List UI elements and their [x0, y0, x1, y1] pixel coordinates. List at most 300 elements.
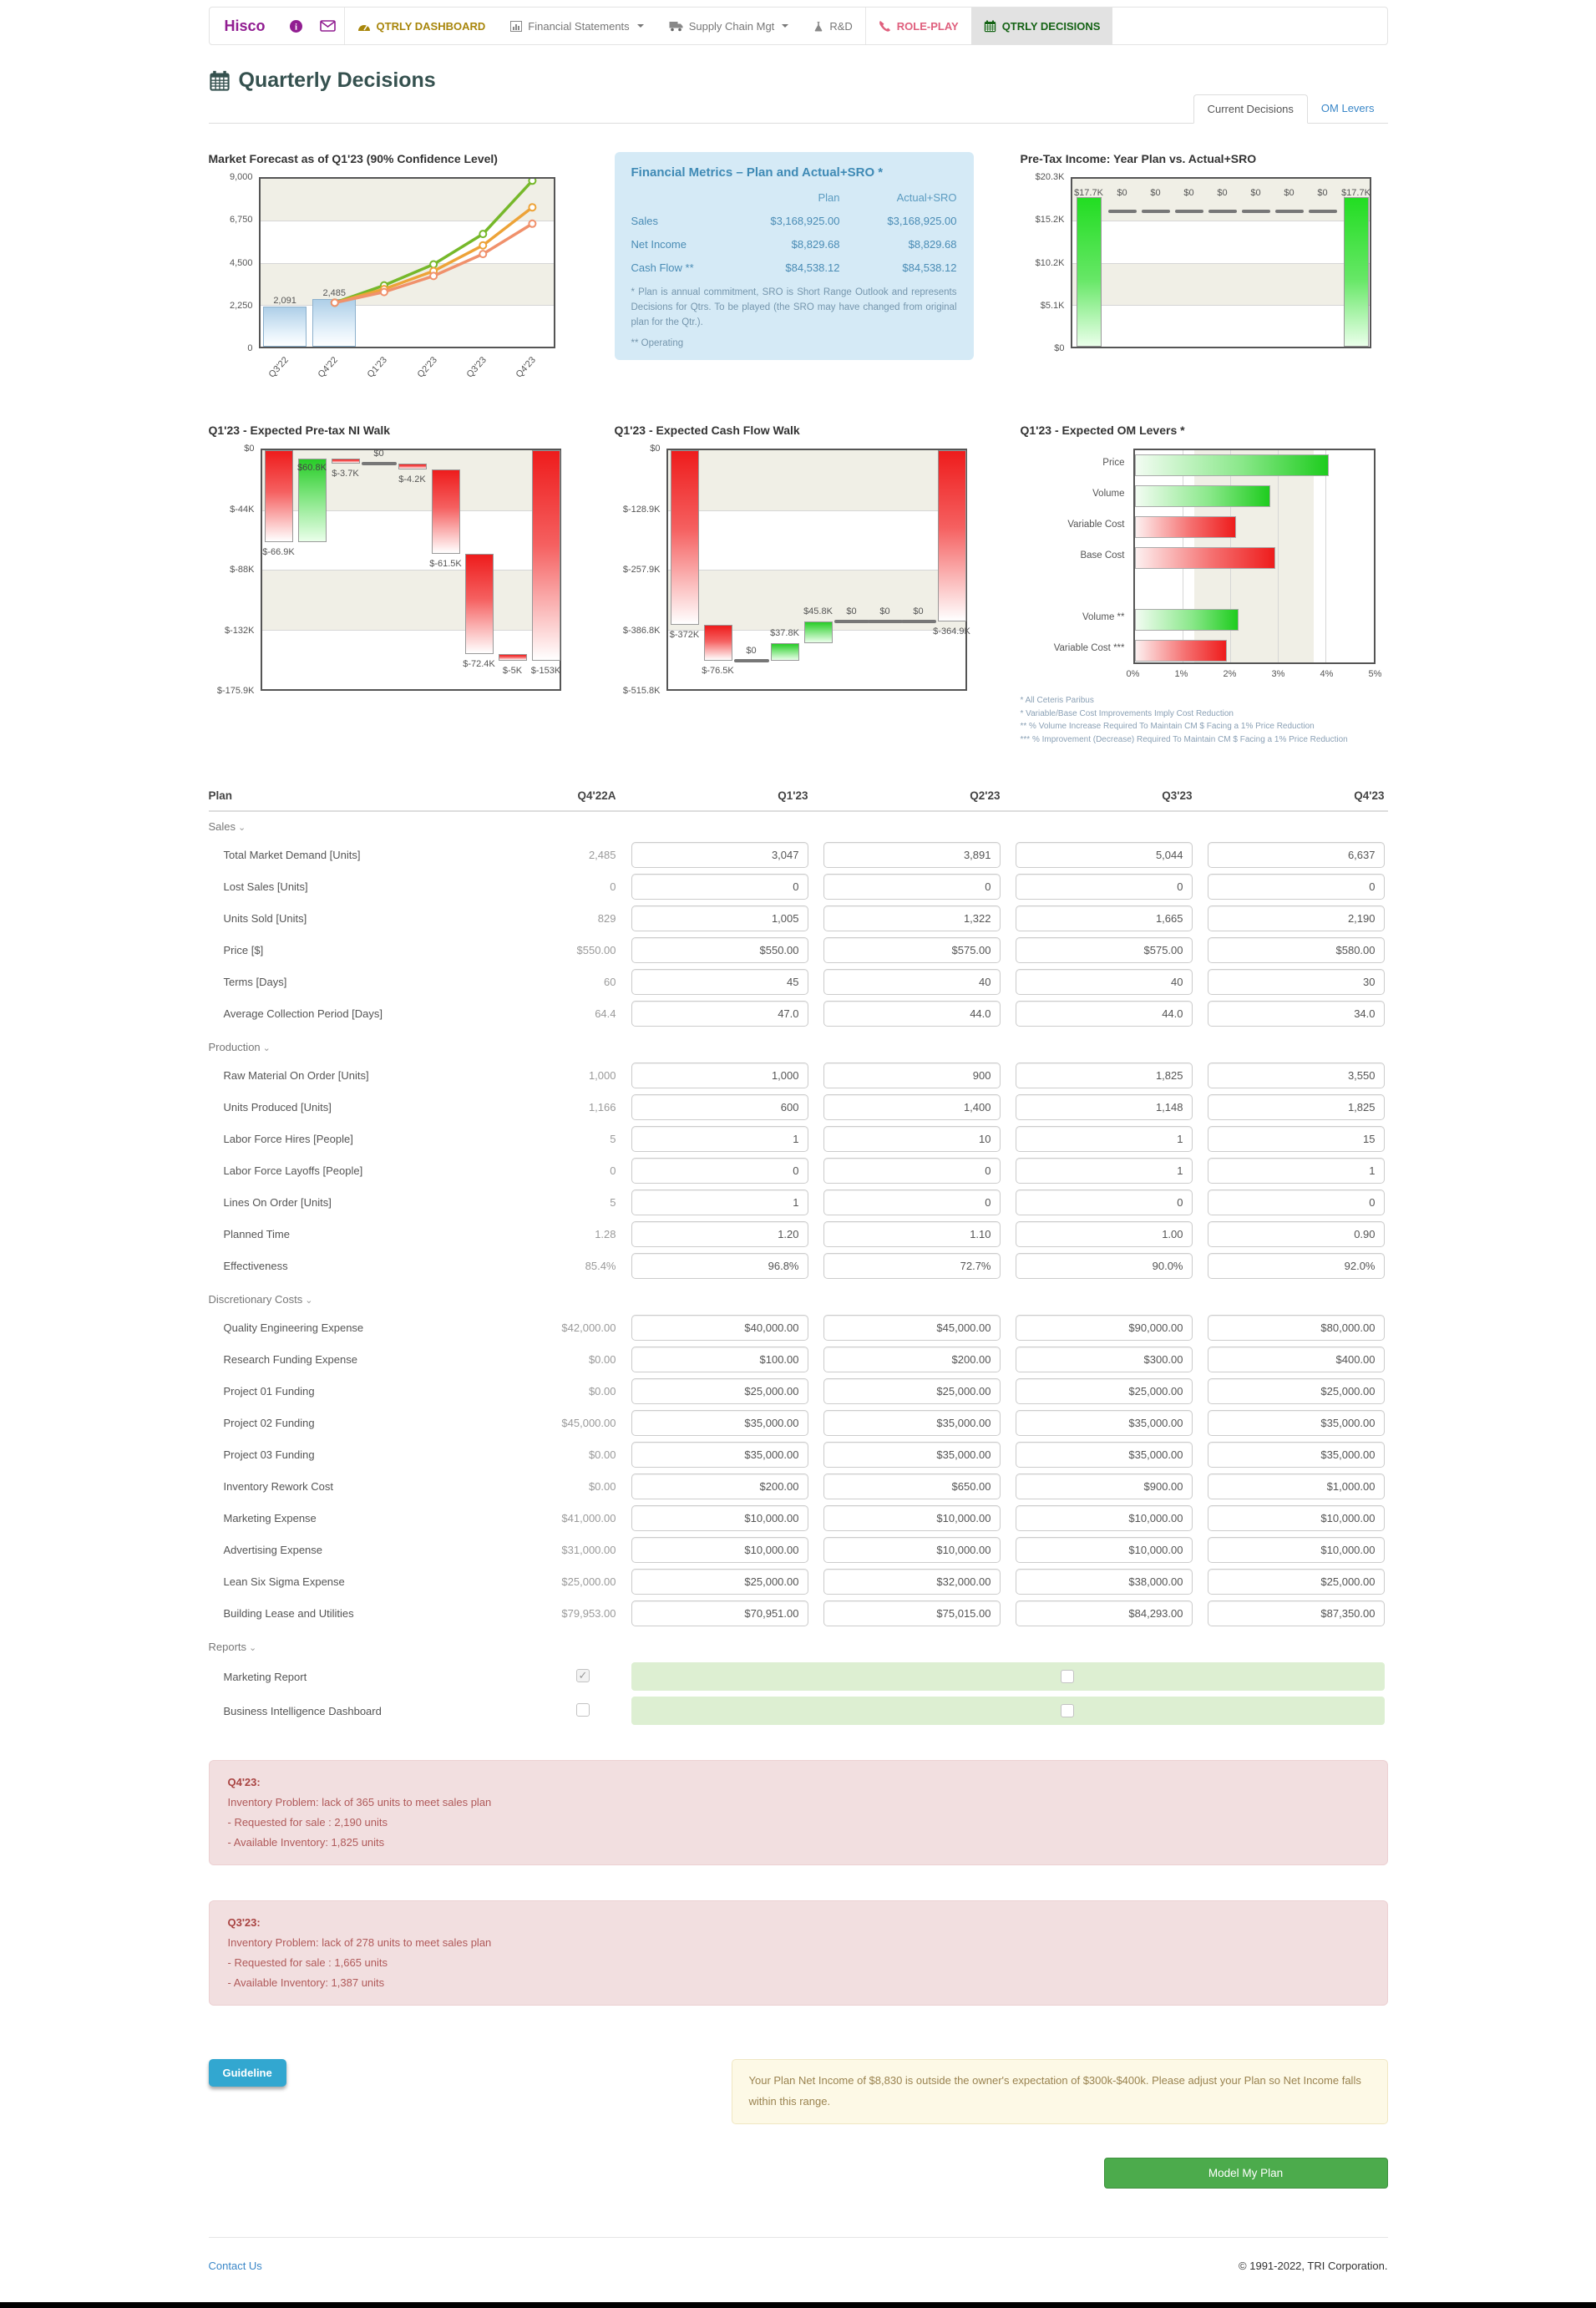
plan-input[interactable] — [823, 1410, 1001, 1436]
zero-bar — [1208, 210, 1237, 213]
zero-bar — [1175, 210, 1203, 213]
q422a-checkbox-cell — [550, 1669, 616, 1685]
waterfall-label: $-372K — [669, 630, 700, 641]
x-axis-tick: 0% — [1126, 669, 1140, 679]
zero-step — [734, 659, 769, 662]
contact-us-link[interactable]: Contact Us — [208, 2259, 262, 2272]
report-row — [209, 1662, 1388, 1691]
table-row — [209, 1126, 1388, 1152]
plan-input[interactable] — [631, 1253, 808, 1279]
plot-band — [1072, 263, 1370, 305]
nav-supply-chain-label: Supply Chain Mgt — [688, 19, 775, 33]
row-label: Project 01 Funding — [223, 1385, 315, 1397]
plan-input[interactable] — [631, 1505, 808, 1531]
q422a-value: $0.00 — [588, 1385, 616, 1397]
income-bar — [1077, 197, 1102, 347]
y-axis-tick: $20.3K — [1035, 172, 1065, 182]
plan-input[interactable] — [631, 1347, 808, 1372]
report-select-band — [631, 1662, 1385, 1691]
col-plan: Plan — [818, 191, 840, 204]
waterfall-label: $-66.9K — [262, 547, 295, 558]
report-checkbox-q422a[interactable] — [576, 1669, 590, 1682]
waterfall-label: $-364.9K — [933, 626, 970, 637]
plan-input[interactable] — [1016, 1126, 1193, 1152]
plan-input[interactable] — [1016, 1190, 1193, 1215]
y-axis-tick: $-515.8K — [622, 686, 661, 696]
section-label: Sales — [208, 820, 236, 833]
panel-footnote: * Plan is annual commitment, SRO is Short Range Outlook and represents Decisions for Qtrs. To be played (the SRO may have changed from original plan for the Qtr.). — [631, 287, 957, 327]
plan-input[interactable] — [1016, 969, 1193, 995]
plot-canvas — [1133, 449, 1376, 664]
income-bar-label: $17.7K — [1074, 188, 1103, 199]
y-axis-tick: 0 — [247, 343, 253, 353]
table-header-cell: Q3'23 — [1162, 789, 1193, 802]
report-checkbox[interactable] — [1061, 1704, 1074, 1717]
x-axis-tick: 3% — [1271, 669, 1285, 679]
zero-step — [362, 462, 397, 465]
plan-input[interactable] — [1208, 1569, 1385, 1595]
plan-input[interactable] — [1208, 842, 1385, 868]
plan-input[interactable] — [823, 1600, 1001, 1626]
warning-line: - Requested for sale : 2,190 units — [227, 1816, 388, 1829]
table-row — [209, 1537, 1388, 1563]
metric-actual: $8,829.68 — [908, 238, 957, 251]
plot-area — [216, 444, 561, 696]
om-bar-label: Price — [1102, 458, 1125, 469]
section-label: Reports — [208, 1641, 247, 1653]
row-label: Project 03 Funding — [223, 1448, 315, 1461]
plan-input[interactable] — [823, 1158, 1001, 1184]
plot-canvas — [261, 449, 561, 691]
copyright: © 1991-2022, TRI Corporation. — [1239, 2259, 1388, 2272]
dashboard-icon — [357, 21, 371, 32]
q422a-value: 1,166 — [588, 1101, 616, 1113]
row-label: Lines On Order [Units] — [223, 1196, 332, 1209]
plan-input[interactable] — [823, 1569, 1001, 1595]
plan-input[interactable] — [631, 1600, 808, 1626]
om-bar-label: Variable Cost — [1067, 520, 1125, 530]
waterfall-label: $-4.2K — [398, 474, 426, 485]
plan-input[interactable] — [1208, 1063, 1385, 1088]
income-bar-label: $0 — [1250, 188, 1261, 199]
q422a-value: $0.00 — [588, 1448, 616, 1461]
plan-input[interactable] — [1016, 1600, 1193, 1626]
income-bar-label: $0 — [1317, 188, 1328, 199]
nav-financial-statements[interactable] — [498, 8, 656, 44]
row-label: Inventory Rework Cost — [223, 1480, 333, 1493]
x-axis-tick: 4% — [1320, 669, 1334, 679]
financial-metrics-panel — [615, 152, 982, 385]
q422a-value: 85.4% — [585, 1260, 616, 1272]
table-row — [209, 1063, 1388, 1088]
plan-input[interactable] — [631, 1190, 808, 1215]
plan-input[interactable] — [823, 1126, 1001, 1152]
plan-input[interactable] — [1016, 1315, 1193, 1341]
plan-input[interactable] — [1208, 874, 1385, 900]
table-row — [209, 937, 1388, 963]
bar-chart-icon — [510, 21, 522, 32]
plan-input[interactable] — [631, 1001, 808, 1027]
tab-current-decisions[interactable]: Current Decisions — [1193, 94, 1308, 124]
plan-input[interactable] — [823, 1001, 1001, 1027]
plan-input[interactable] — [1208, 1600, 1385, 1626]
calendar-icon — [209, 70, 231, 92]
x-axis-tick: Q3'23 — [464, 355, 489, 380]
waterfall-bar — [771, 643, 799, 661]
x-axis-tick: 1% — [1174, 669, 1188, 679]
table-header-cell: Q4'23 — [1354, 789, 1385, 802]
table-header-cell: Q2'23 — [970, 789, 1001, 802]
waterfall-label: $-5K — [502, 666, 523, 677]
plan-input[interactable] — [1208, 1315, 1385, 1341]
plan-input[interactable] — [1208, 1158, 1385, 1184]
bottom-edge — [0, 2302, 1596, 2308]
plan-input[interactable] — [1208, 1347, 1385, 1372]
plan-input[interactable] — [631, 1410, 808, 1436]
q422a-value: 0 — [610, 880, 616, 893]
plan-input[interactable] — [823, 1378, 1001, 1404]
market-forecast-chart — [209, 152, 576, 385]
waterfall-bar — [465, 554, 494, 653]
plan-input[interactable] — [1208, 969, 1385, 995]
warning-title: Q4'23: — [227, 1776, 261, 1788]
y-axis-tick: $0 — [1054, 343, 1065, 353]
row-label: Price [$] — [223, 944, 264, 956]
plan-input[interactable] — [823, 1190, 1001, 1215]
table-row — [209, 1001, 1388, 1027]
row-label: Labor Force Hires [People] — [223, 1133, 353, 1145]
plot-band — [668, 450, 965, 510]
waterfall-label: $0 — [879, 606, 890, 617]
plan-input[interactable] — [1208, 1410, 1385, 1436]
plan-input[interactable] — [1016, 1158, 1193, 1184]
plan-input[interactable] — [1016, 1001, 1193, 1027]
model-my-plan-button[interactable]: Model My Plan — [1104, 2158, 1388, 2189]
y-axis-tick: 4,500 — [229, 257, 253, 268]
plan-input[interactable] — [631, 1537, 808, 1563]
plan-input[interactable] — [1208, 1094, 1385, 1120]
plan-input[interactable] — [823, 1315, 1001, 1341]
section-header-discretionary-costs[interactable] — [209, 1285, 1388, 1309]
plot-area — [229, 172, 555, 385]
table-row — [209, 1253, 1388, 1279]
chart-title: Market Forecast as of Q1'23 (90% Confidence Level) — [208, 152, 498, 165]
x-axis-tick: Q4'22 — [316, 355, 341, 380]
plan-input[interactable] — [1016, 937, 1193, 963]
row-label: Project 02 Funding — [223, 1417, 315, 1429]
x-axis-tick: Q3'22 — [266, 355, 291, 380]
plan-input[interactable] — [823, 969, 1001, 995]
zero-bar — [1309, 210, 1337, 213]
flask-icon — [813, 21, 823, 32]
guideline-message: Your Plan Net Income of $8,830 is outside the owner's expectation of $300k-$400k. Please adjust your Plan so Net Income falls within this range. — [732, 2059, 1388, 2123]
y-axis-tick: $-257.9K — [622, 565, 661, 575]
plot-area — [622, 444, 970, 696]
section-label: Discretionary Costs — [208, 1293, 303, 1306]
chevron-down-icon: ⌄ — [249, 1643, 257, 1653]
plan-input[interactable] — [1016, 1253, 1193, 1279]
plan-input[interactable] — [1208, 1378, 1385, 1404]
plot-band — [1072, 179, 1370, 221]
plan-input[interactable] — [631, 1315, 808, 1341]
warning-title: Q3'23: — [227, 1916, 261, 1930]
plan-input[interactable] — [1016, 874, 1193, 900]
plan-input[interactable] — [823, 1347, 1001, 1372]
plan-input[interactable] — [1208, 1442, 1385, 1468]
nav-qtrly-decisions[interactable] — [971, 8, 1113, 44]
row-label: Planned Time — [223, 1228, 290, 1240]
om-footnote-line: *** % Improvement (Decrease) Required To Maintain CM $ Facing a 1% Price Reduction — [1020, 734, 1348, 744]
pretax-income-chart — [1021, 152, 1388, 385]
table-row — [209, 1474, 1388, 1499]
nav-rd[interactable] — [801, 8, 864, 44]
x-axis-labels — [1126, 664, 1382, 681]
plan-input[interactable] — [1016, 1221, 1193, 1247]
chart-title: Q1'23 - Expected Pre-tax NI Walk — [208, 424, 391, 437]
section-header-production[interactable] — [209, 1032, 1388, 1057]
page-title: Quarterly Decisions — [238, 68, 436, 92]
plan-input[interactable] — [1016, 1094, 1193, 1120]
gridline — [668, 570, 965, 571]
om-bar-red — [1135, 547, 1275, 569]
info-button[interactable] — [281, 8, 312, 44]
nav-rd-label: R&D — [829, 19, 853, 33]
q422a-value: $0.00 — [588, 1480, 616, 1493]
waterfall-total-bar — [532, 450, 560, 661]
om-bar-red — [1135, 516, 1237, 538]
table-row — [209, 1442, 1388, 1468]
waterfall-label: $-72.4K — [463, 658, 495, 669]
table-header-cell: Q1'23 — [778, 789, 808, 802]
row-label: Lean Six Sigma Expense — [223, 1575, 345, 1588]
plot-band — [1072, 221, 1370, 262]
om-footnote-line: ** % Volume Increase Required To Maintain CM $ Facing a 1% Price Reduction — [1020, 722, 1315, 731]
income-bar-label: $0 — [1284, 188, 1295, 199]
plan-input[interactable] — [1016, 1410, 1193, 1436]
warnings — [209, 1760, 1388, 2006]
row-label: Marketing Expense — [223, 1512, 317, 1524]
y-axis-tick: 2,250 — [229, 300, 253, 311]
chevron-down-icon: ⌄ — [262, 1043, 271, 1053]
nav-role-play[interactable] — [866, 8, 971, 44]
plan-input[interactable] — [1208, 1505, 1385, 1531]
plan-input[interactable] — [1208, 1190, 1385, 1215]
table-row — [209, 1190, 1388, 1215]
nav-financial-statements-label: Financial Statements — [528, 19, 630, 33]
plan-input[interactable] — [1016, 842, 1193, 868]
plan-input[interactable] — [631, 937, 808, 963]
truck-icon — [669, 21, 683, 32]
plan-input[interactable] — [631, 1094, 808, 1120]
plan-input[interactable] — [631, 1569, 808, 1595]
zero-step — [868, 620, 903, 623]
x-axis-tick: 2% — [1223, 669, 1237, 679]
gridline — [1278, 450, 1279, 662]
plan-input[interactable] — [1208, 1221, 1385, 1247]
om-bar-label: Volume — [1092, 489, 1125, 500]
ni-walk-chart — [209, 424, 576, 746]
row-label: Quality Engineering Expense — [223, 1321, 364, 1334]
income-bar-label: $0 — [1150, 188, 1161, 199]
nav-qtrly-dashboard[interactable] — [345, 8, 499, 44]
om-footnote-line: * Variable/Base Cost Improvements Imply Cost Reduction — [1020, 708, 1234, 718]
plan-input[interactable] — [1208, 937, 1385, 963]
table-header-row — [209, 783, 1388, 812]
plan-input[interactable] — [631, 1126, 808, 1152]
table-row — [209, 1347, 1388, 1372]
section-header-sales[interactable] — [209, 812, 1388, 836]
plan-input[interactable] — [1208, 1001, 1385, 1027]
chevron-down-icon — [637, 24, 644, 28]
report-checkbox[interactable] — [1061, 1670, 1074, 1683]
om-bar-green — [1135, 454, 1329, 476]
waterfall-bar — [671, 450, 699, 625]
plan-input[interactable] — [823, 905, 1001, 931]
report-checkbox-q422a[interactable] — [576, 1703, 590, 1717]
zero-bar — [1242, 210, 1270, 213]
plan-input[interactable] — [1208, 1253, 1385, 1279]
plan-input[interactable] — [823, 842, 1001, 868]
calendar-icon — [984, 20, 996, 33]
y-axis-tick: $-132K — [225, 625, 255, 636]
plan-input[interactable] — [823, 1063, 1001, 1088]
plan-input[interactable] — [631, 874, 808, 900]
plan-input[interactable] — [823, 1221, 1001, 1247]
metric-plan: $84,538.12 — [785, 261, 840, 274]
svg-text:i: i — [294, 22, 297, 32]
plan-input[interactable] — [631, 1063, 808, 1088]
y-axis-tick: $-175.9K — [216, 686, 255, 696]
tab-om-levers[interactable]: OM Levers — [1320, 102, 1375, 114]
plan-input[interactable] — [631, 1158, 808, 1184]
plan-input[interactable] — [1208, 1126, 1385, 1152]
plot-area — [1035, 172, 1371, 353]
gridline — [1072, 263, 1370, 264]
q422a-value: $42,000.00 — [561, 1321, 616, 1334]
nav-qtrly-decisions-label: QTRLY DECISIONS — [1001, 19, 1101, 33]
brand-label: Hisco — [224, 17, 266, 34]
om-footnote-line: * All Ceteris Paribus — [1020, 696, 1094, 705]
row-label: Average Collection Period [Days] — [223, 1007, 383, 1020]
y-axis-tick: $15.2K — [1035, 215, 1065, 226]
plan-input[interactable] — [1016, 1569, 1193, 1595]
table-row — [209, 1410, 1388, 1436]
y-axis-tick: 9,000 — [229, 172, 253, 182]
plan-input[interactable] — [1208, 1537, 1385, 1563]
nav-role-play-label: ROLE-PLAY — [896, 19, 959, 33]
waterfall-label: $-61.5K — [429, 559, 462, 570]
table-row — [209, 1094, 1388, 1120]
y-axis-tick: $0 — [650, 444, 661, 454]
table-row — [209, 874, 1388, 900]
waterfall-total-bar — [938, 450, 966, 621]
plan-input[interactable] — [631, 1221, 808, 1247]
envelope-icon — [320, 20, 336, 32]
waterfall-bar — [804, 621, 833, 643]
panel-footnote-2: ** Operating — [631, 338, 684, 349]
zero-bar — [1275, 210, 1304, 213]
plot-canvas — [259, 177, 555, 348]
plan-input[interactable] — [823, 1094, 1001, 1120]
plan-input[interactable] — [1208, 905, 1385, 931]
y-axis-tick: $10.2K — [1035, 257, 1065, 268]
nav-supply-chain[interactable] — [656, 8, 802, 44]
x-axis-labels — [259, 348, 555, 385]
row-label: Effectiveness — [223, 1260, 288, 1272]
om-bar-green — [1135, 609, 1239, 631]
section-header-reports[interactable] — [209, 1632, 1388, 1656]
chevron-down-icon: ⌄ — [305, 1296, 313, 1306]
x-axis-tick: Q1'23 — [365, 355, 390, 380]
plan-input[interactable] — [823, 1474, 1001, 1499]
q422a-value: 1,000 — [588, 1069, 616, 1082]
y-axis-tick: $-44K — [230, 504, 255, 515]
om-bar-label: Base Cost — [1080, 550, 1125, 561]
plot-canvas — [1071, 177, 1371, 348]
metric-label: Cash Flow ** — [631, 261, 694, 274]
plan-input[interactable] — [631, 842, 808, 868]
row-label: Terms [Days] — [223, 976, 287, 988]
plan-input[interactable] — [823, 874, 1001, 900]
plan-input[interactable] — [1016, 905, 1193, 931]
plan-input[interactable] — [631, 1474, 808, 1499]
om-bar-label: Volume ** — [1082, 611, 1125, 622]
plan-input[interactable] — [1016, 1474, 1193, 1499]
plan-table — [209, 783, 1388, 1725]
plan-input[interactable] — [1016, 1063, 1193, 1088]
plan-input[interactable] — [823, 1537, 1001, 1563]
report-row — [209, 1697, 1388, 1725]
plan-input[interactable] — [631, 969, 808, 995]
plan-input[interactable] — [1016, 1537, 1193, 1563]
income-bar-label: $0 — [1183, 188, 1194, 199]
row-label: Business Intelligence Dashboard — [223, 1704, 382, 1717]
plan-input[interactable] — [1016, 1442, 1193, 1468]
plan-input[interactable] — [1208, 1474, 1385, 1499]
om-bar-label: Variable Cost *** — [1053, 642, 1125, 653]
plan-input[interactable] — [823, 1253, 1001, 1279]
plot-band — [262, 570, 560, 630]
plan-input[interactable] — [1016, 1347, 1193, 1372]
plan-input[interactable] — [631, 1442, 808, 1468]
waterfall-label: $-3.7K — [332, 469, 359, 479]
waterfall-bar — [332, 459, 360, 464]
plan-input[interactable] — [631, 905, 808, 931]
y-axis-tick: $-386.8K — [622, 625, 661, 636]
q422a-value: 0 — [610, 1164, 616, 1177]
y-axis-tick: $5.1K — [1040, 300, 1065, 311]
waterfall-label: $37.8K — [770, 627, 799, 638]
guideline-button[interactable]: Guideline — [209, 2059, 286, 2087]
plan-input[interactable] — [823, 1442, 1001, 1468]
inventory-warning — [209, 1760, 1388, 1865]
footer — [209, 2237, 1388, 2280]
plan-input[interactable] — [823, 1505, 1001, 1531]
plan-input[interactable] — [1016, 1505, 1193, 1531]
table-row — [209, 905, 1388, 931]
plan-input[interactable] — [631, 1378, 808, 1404]
plan-input[interactable] — [823, 937, 1001, 963]
metric-plan: $8,829.68 — [791, 238, 840, 251]
mail-button[interactable] — [312, 8, 344, 44]
q422a-value: $31,000.00 — [561, 1544, 616, 1556]
q422a-value: 829 — [597, 912, 616, 925]
om-bar-green — [1135, 485, 1270, 507]
row-label: Units Produced [Units] — [223, 1101, 332, 1113]
brand-logo[interactable] — [210, 8, 281, 44]
plan-input[interactable] — [1016, 1378, 1193, 1404]
row-label: Units Sold [Units] — [223, 912, 307, 925]
